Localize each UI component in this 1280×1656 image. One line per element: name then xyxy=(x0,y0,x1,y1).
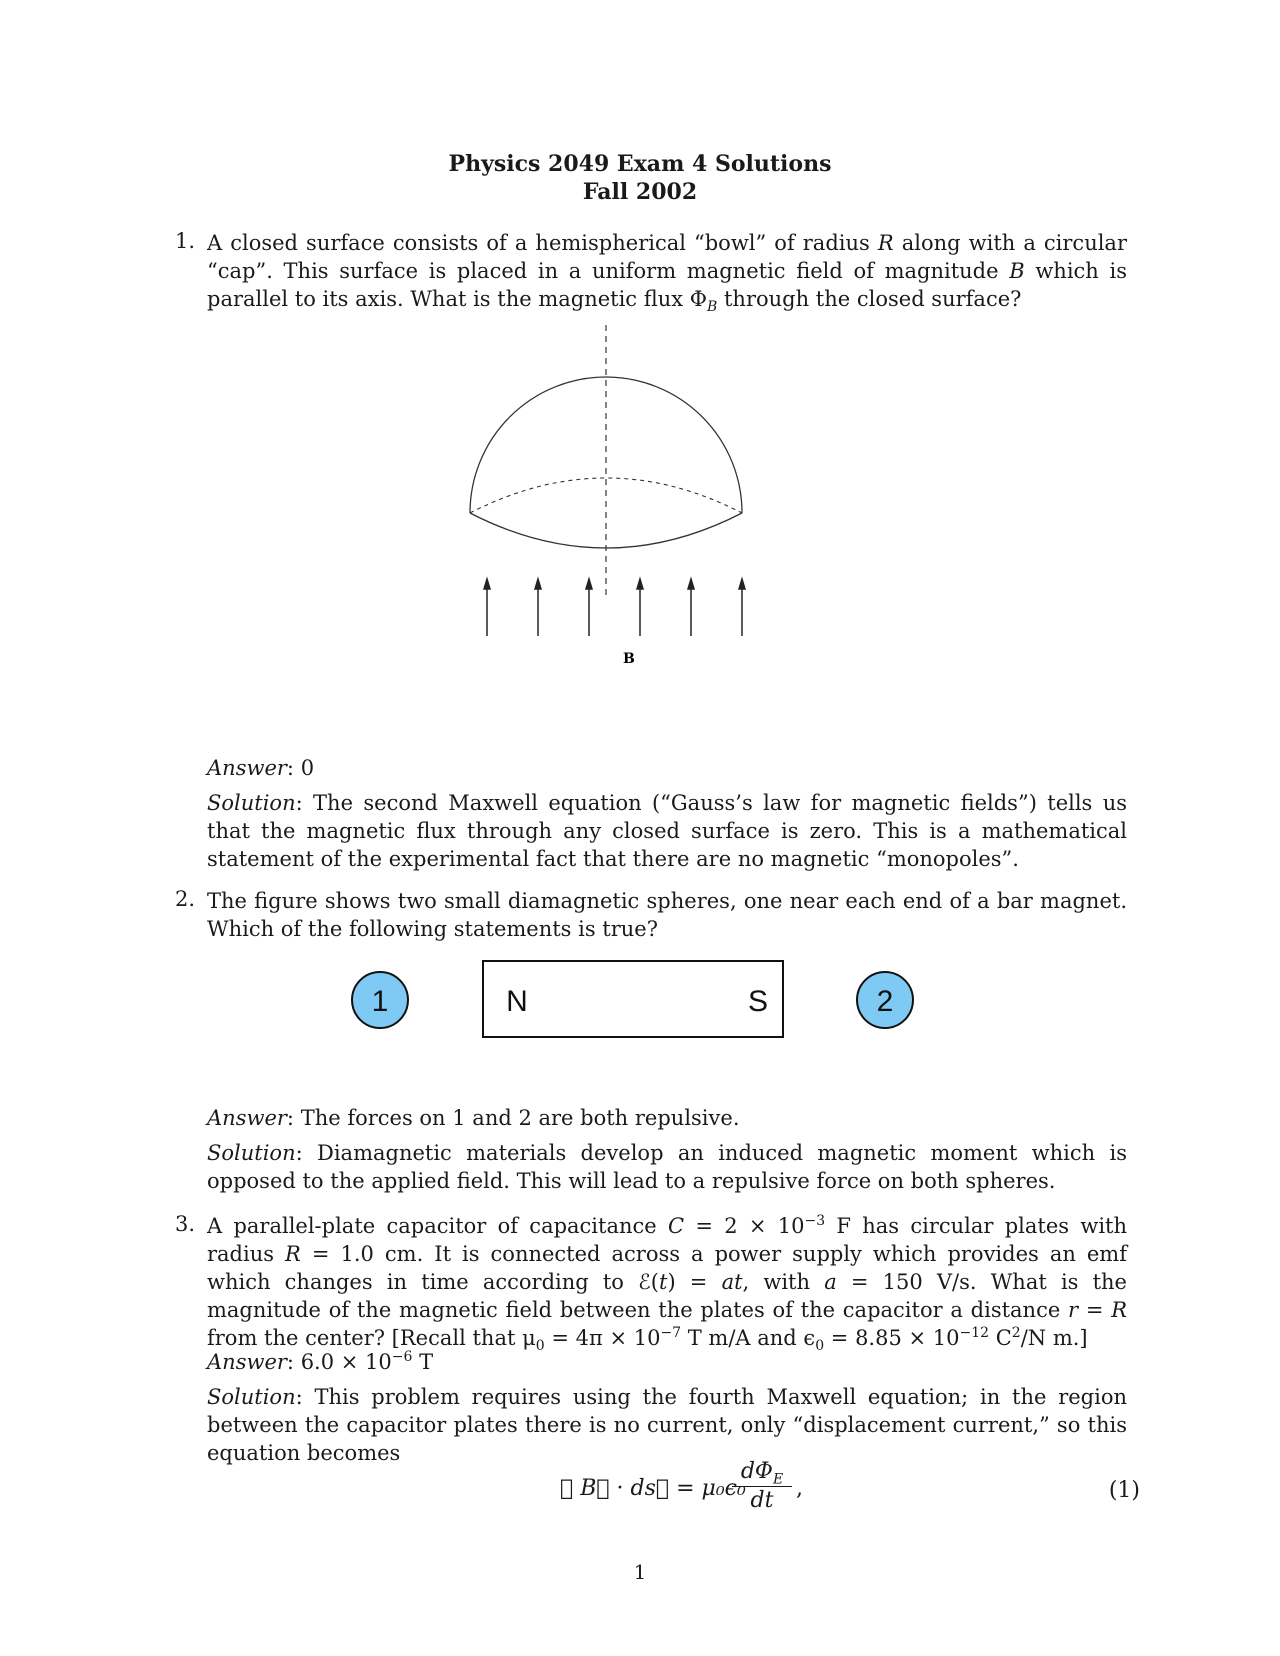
field-arrow-icon xyxy=(688,579,694,589)
q3-text: = xyxy=(1078,1298,1112,1322)
bar-magnet-figure xyxy=(340,950,940,1050)
equation-comma: , xyxy=(796,1476,803,1501)
title-line-1: Physics 2049 Exam 4 Solutions xyxy=(448,151,832,177)
field-arrows xyxy=(484,579,745,636)
pole-south-label: S xyxy=(747,985,769,1018)
field-arrow-icon xyxy=(739,579,745,589)
field-label-B: B xyxy=(623,651,635,667)
q3-var-at: at xyxy=(721,1270,743,1294)
answer-label: Answer xyxy=(207,1106,287,1130)
field-arrow-icon xyxy=(586,579,592,589)
page-number: 1 xyxy=(633,1560,647,1584)
answer-value: 0 xyxy=(300,756,315,780)
solution-text: The second Maxwell equation (“Gauss’s law for magnetic fields”) tells us that the magnetic flux through any closed surface is zero. This is a mathematical statement of the experimental fact that there are no magnetic “monopoles”. xyxy=(207,791,1127,871)
problem-3-question xyxy=(207,1212,1127,1355)
q3-text: /N m.] xyxy=(1020,1326,1088,1350)
q1-text-c: which is parallel to its axis. What is the magnetic flux Φ xyxy=(207,259,1127,311)
field-arrow-icon xyxy=(535,579,541,589)
q3-text: T m/A and ϵ xyxy=(681,1326,816,1350)
equation-numerator xyxy=(732,1458,792,1487)
q3-text: C xyxy=(989,1326,1012,1350)
document-title xyxy=(0,150,1280,206)
problem-2-question: The figure shows two small diamagnetic spheres, one near each end of a bar magnet. Which of the following statements is true? xyxy=(207,889,1127,941)
equation-number: (1) xyxy=(1108,1478,1140,1503)
problem-1-answer: Answer: 0 xyxy=(207,756,315,780)
cap-front-edge xyxy=(470,513,742,548)
q3-text: ) = xyxy=(667,1270,722,1294)
q1-var-B: B xyxy=(1009,259,1025,283)
solution-label: Solution xyxy=(207,791,296,815)
solution-label: Solution xyxy=(207,1141,296,1165)
hemisphere-figure xyxy=(440,320,800,680)
equation-lhs: ∮ B⃗ · ds⃗ = μ₀ϵ₀ xyxy=(560,1476,746,1501)
q3-exponent: −3 xyxy=(804,1213,826,1229)
sphere-2-label: 2 xyxy=(876,985,894,1018)
q3-text: A parallel-plate capacitor of capacitance xyxy=(207,1214,668,1238)
problem-3-answer: Answer: $6.0 \times 10^{-6}$ T xyxy=(207,1349,434,1374)
answer-exponent: −6 xyxy=(391,1349,413,1365)
equation-denominator: dt xyxy=(750,1488,774,1513)
numerator-text: dΦ xyxy=(740,1459,773,1484)
q3-text: = 150 V/s. What is the magnitude of the magnetic field between the plates of the capacitor a distance xyxy=(207,1270,1127,1322)
problem-1-solution: Solution: The second Maxwell equation (“Gauss’s law for magnetic fields”) tells us that the magnetic flux through any closed surface is zero. This is a mathematical statement of the experimental fact that there are no magnetic “monopoles”. xyxy=(207,791,1127,871)
equation-1 xyxy=(540,1458,1140,1528)
problem-2-answer: Answer: The forces on 1 and 2 are both repulsive. xyxy=(207,1106,740,1130)
q1-text-d: through the closed surface? xyxy=(717,287,1022,311)
q3-text: = 4π × 10 xyxy=(544,1326,661,1350)
pole-north-label: N xyxy=(506,985,528,1018)
q1-sub-B: B xyxy=(707,299,718,316)
answer-label: Answer xyxy=(207,756,287,780)
q1-text-b: along with a circular “cap”. This surface is placed in a uniform magnetic field of magnitude xyxy=(207,231,1127,283)
q3-text: = 1.0 cm. It is connected across a power supply which provides an emf which changes in time according to ℰ( xyxy=(207,1242,1127,1294)
q3-text: from the center? [Recall that μ xyxy=(207,1326,536,1350)
field-arrow-icon xyxy=(637,579,643,589)
q3-var-C: C xyxy=(667,1214,685,1238)
q3-var-a: a xyxy=(824,1270,837,1294)
problem-1-question xyxy=(207,229,1127,316)
sphere-1-label: 1 xyxy=(371,985,389,1018)
problem-1-number: 1. xyxy=(175,229,196,253)
q3-var-r: r xyxy=(1068,1298,1079,1322)
q3-subscript: 0 xyxy=(535,1338,545,1355)
q3-text: = 2 × 10 xyxy=(684,1214,805,1238)
title-line-2: Fall 2002 xyxy=(582,179,698,205)
q3-var-t: t xyxy=(659,1270,668,1294)
problem-3-solution: Solution: This problem requires using the fourth Maxwell equation; in the region between the capacitor plates there is no current, only “displacement current,” so this equation becomes xyxy=(207,1385,1127,1465)
field-arrow-icon xyxy=(484,579,490,589)
solution-text: This problem requires using the fourth Maxwell equation; in the region between the capacitor plates there is no current, only “displacement current,” so this equation becomes xyxy=(207,1385,1127,1465)
q1-text-a: A closed surface consists of a hemispherical “bowl” of radius xyxy=(207,231,878,255)
problem-2-solution: Solution: Diamagnetic materials develop an induced magnetic moment which is opposed to the applied field. This will lead to a repulsive force on both spheres. xyxy=(207,1141,1127,1193)
q3-subscript: 0 xyxy=(815,1338,825,1355)
q1-var-R: R xyxy=(877,231,894,255)
solution-label: Solution xyxy=(207,1385,296,1409)
q3-exponent: −12 xyxy=(959,1325,990,1341)
q3-exponent: 2 xyxy=(1011,1325,1021,1341)
q3-var-R: R xyxy=(1111,1298,1127,1322)
q3-exponent: −7 xyxy=(660,1325,682,1341)
bar-magnet xyxy=(483,961,783,1037)
q3-text: , with xyxy=(742,1270,825,1294)
solution-text: Diamagnetic materials develop an induced magnetic moment which is opposed to the applied field. This will lead to a repulsive force on both spheres. xyxy=(207,1141,1127,1193)
numerator-subscript: E xyxy=(772,1471,784,1488)
q3-text: = 8.85 × 10 xyxy=(824,1326,960,1350)
answer-value: 6.0 × 10 xyxy=(300,1350,392,1374)
problem-2-number: 2. xyxy=(175,887,196,911)
equation-fraction xyxy=(732,1458,792,1515)
problem-3-number: 3. xyxy=(175,1212,196,1236)
answer-unit: T xyxy=(412,1350,434,1374)
answer-label: Answer xyxy=(207,1350,287,1374)
q3-var-R: R xyxy=(285,1242,301,1266)
q3-text: F has circular plates with radius xyxy=(207,1214,1127,1266)
answer-value: The forces on 1 and 2 are both repulsive. xyxy=(300,1106,740,1130)
